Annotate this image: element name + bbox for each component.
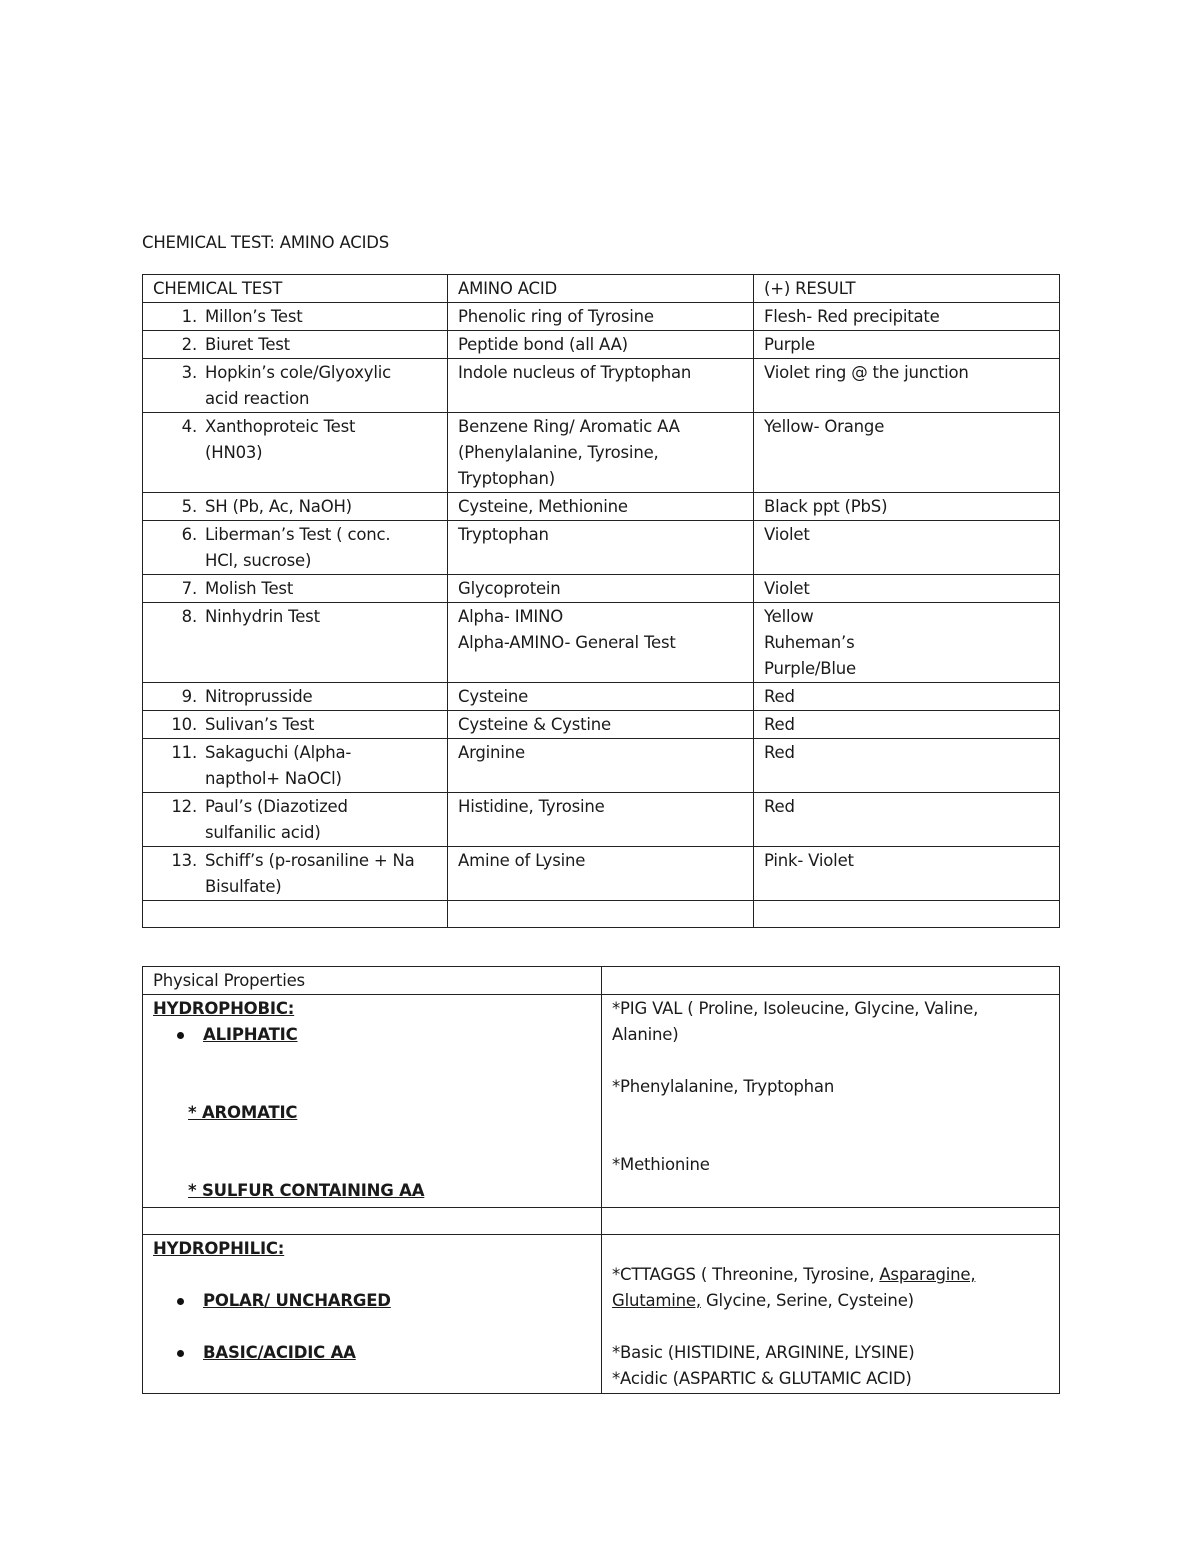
test-cell [143,303,448,331]
table-header-row [143,275,1060,303]
result-cell [754,603,1060,683]
test-cell [143,739,448,793]
row-number: 11. [171,743,197,762]
row-number: 10. [171,715,197,734]
test-cell [143,521,448,575]
hydrophilic-cell [143,1235,602,1394]
amino-cell: Cysteine [448,683,754,711]
properties-header-row [143,967,1060,995]
basic-value: *Basic (HISTIDINE, ARGININE, LYSINE) [612,1343,915,1362]
row-number: 6. [181,525,197,544]
amino-cell: Benzene Ring/ Aromatic AA (Phenylalanine, Tyrosine, Tryptophan) [448,413,754,493]
test-cell [143,493,448,521]
result-cell: Black ppt (PbS) [754,493,1060,521]
bullet-icon [177,1032,184,1039]
row-number: 7. [181,579,197,598]
aliphatic-label: ALIPHATIC [203,1025,298,1044]
test-name: Biuret Test [205,335,290,354]
hydrophobic-cell [143,995,602,1208]
polar-label: POLAR/ UNCHARGED [203,1291,391,1310]
row-number: 2. [181,335,197,354]
table-row [143,331,1060,359]
empty-cell [602,967,1060,995]
test-cell [143,575,448,603]
test-cell [143,847,448,901]
test-name: Sakaguchi (Alpha-napthol+ NaOCl) [205,743,352,788]
table-row [143,303,1060,331]
result-cell: Red [754,683,1060,711]
table-row [143,521,1060,575]
test-name: Nitroprusside [205,687,313,706]
empty-cell [754,901,1060,928]
result-cell: Violet [754,521,1060,575]
test-name: Paul’s (Diazotized sulfanilic acid) [205,797,348,842]
result-cell: Violet ring @ the junction [754,359,1060,413]
test-name: Sulivan’s Test [205,715,315,734]
amino-cell [448,603,754,683]
table-row [143,413,1060,493]
basic-acidic-label: BASIC/ACIDIC AA [203,1343,356,1362]
hydrophilic-label: HYDROPHILIC: [153,1239,285,1258]
result-cell: Red [754,793,1060,847]
test-cell [143,683,448,711]
acidic-value: *Acidic (ASPARTIC & GLUTAMIC ACID) [612,1369,912,1388]
table-row [143,711,1060,739]
physical-properties-table [142,966,1060,1394]
amino-cell: Tryptophan [448,521,754,575]
amino-cell: Amine of Lysine [448,847,754,901]
test-cell [143,331,448,359]
empty-cell [602,1208,1060,1235]
table-row [143,493,1060,521]
amino-cell: Histidine, Tyrosine [448,793,754,847]
hydrophobic-label: HYDROPHOBIC: [153,999,295,1018]
result-line: Ruheman’s [764,633,855,652]
sulfur-label: * SULFUR CONTAINING AA [188,1181,425,1200]
table-row [143,359,1060,413]
test-name: Hopkin’s cole/Glyoxylic acid reaction [205,363,392,408]
empty-cell [143,901,448,928]
row-number: 12. [171,797,197,816]
bullet-icon [177,1298,184,1305]
amino-cell: Indole nucleus of Tryptophan [448,359,754,413]
amino-cell: Glycoprotein [448,575,754,603]
empty-row [143,901,1060,928]
aromatic-value: *Phenylalanine, Tryptophan [612,1077,835,1096]
empty-row [143,1208,1060,1235]
test-name: Schiff’s (p-rosaniline + Na Bisulfate) [205,851,415,896]
result-cell: Flesh- Red precipitate [754,303,1060,331]
empty-cell [448,901,754,928]
amino-cell: Cysteine, Methionine [448,493,754,521]
test-name: SH (Pb, Ac, NaOH) [205,497,352,516]
result-cell: Red [754,739,1060,793]
amino-cell: Peptide bond (all AA) [448,331,754,359]
table-row [143,847,1060,901]
amino-cell: Cysteine & Cystine [448,711,754,739]
row-number: 9. [181,687,197,706]
amino-cell: Phenolic ring of Tyrosine [448,303,754,331]
header-amino-acid: AMINO ACID [448,275,754,303]
row-number: 3. [181,363,197,382]
hydrophilic-row [143,1235,1060,1394]
result-line: Purple/Blue [764,659,856,678]
row-number: 1. [181,307,197,326]
hydrophobic-row [143,995,1060,1208]
result-cell: Yellow- Orange [754,413,1060,493]
hydrophilic-values-cell [602,1235,1060,1394]
test-name: Molish Test [205,579,294,598]
result-cell: Red [754,711,1060,739]
polar-value: *CTTAGGS ( Threonine, Tyrosine, Asparagine, Glutamine, Glycine, Serine, Cysteine) [612,1265,976,1310]
result-cell: Purple [754,331,1060,359]
table-row [143,603,1060,683]
row-number: 8. [181,607,197,626]
properties-header: Physical Properties [143,967,602,995]
test-cell [143,603,448,683]
hydrophobic-values-cell [602,995,1060,1208]
result-cell: Violet [754,575,1060,603]
test-cell [143,793,448,847]
bullet-icon [177,1350,184,1357]
row-number: 13. [171,851,197,870]
test-cell [143,359,448,413]
amino-line: Alpha- IMINO [458,607,564,626]
test-cell [143,413,448,493]
result-cell: Pink- Violet [754,847,1060,901]
chemical-tests-table [142,274,1060,928]
test-name: Liberman’s Test ( conc. HCl, sucrose) [205,525,391,570]
aromatic-label: * AROMATIC [188,1103,298,1122]
test-name: Ninhydrin Test [205,607,320,626]
result-line: Yellow [764,607,814,626]
table-row [143,739,1060,793]
header-chemical-test: CHEMICAL TEST [143,275,448,303]
row-number: 4. [181,417,197,436]
sulfur-value: *Methionine [612,1155,710,1174]
table-row [143,793,1060,847]
amino-line: Alpha-AMINO- General Test [458,633,676,652]
row-number: 5. [181,497,197,516]
table-row [143,575,1060,603]
amino-cell: Arginine [448,739,754,793]
test-name: Xanthoproteic Test (HN03) [205,417,356,462]
test-cell [143,711,448,739]
document-title: CHEMICAL TEST: AMINO ACIDS [142,233,390,252]
aliphatic-value: *PIG VAL ( Proline, Isoleucine, Glycine, Valine, Alanine) [612,999,979,1044]
test-name: Millon’s Test [205,307,303,326]
table-row [143,683,1060,711]
header-result: (+) RESULT [754,275,1060,303]
empty-cell [143,1208,602,1235]
